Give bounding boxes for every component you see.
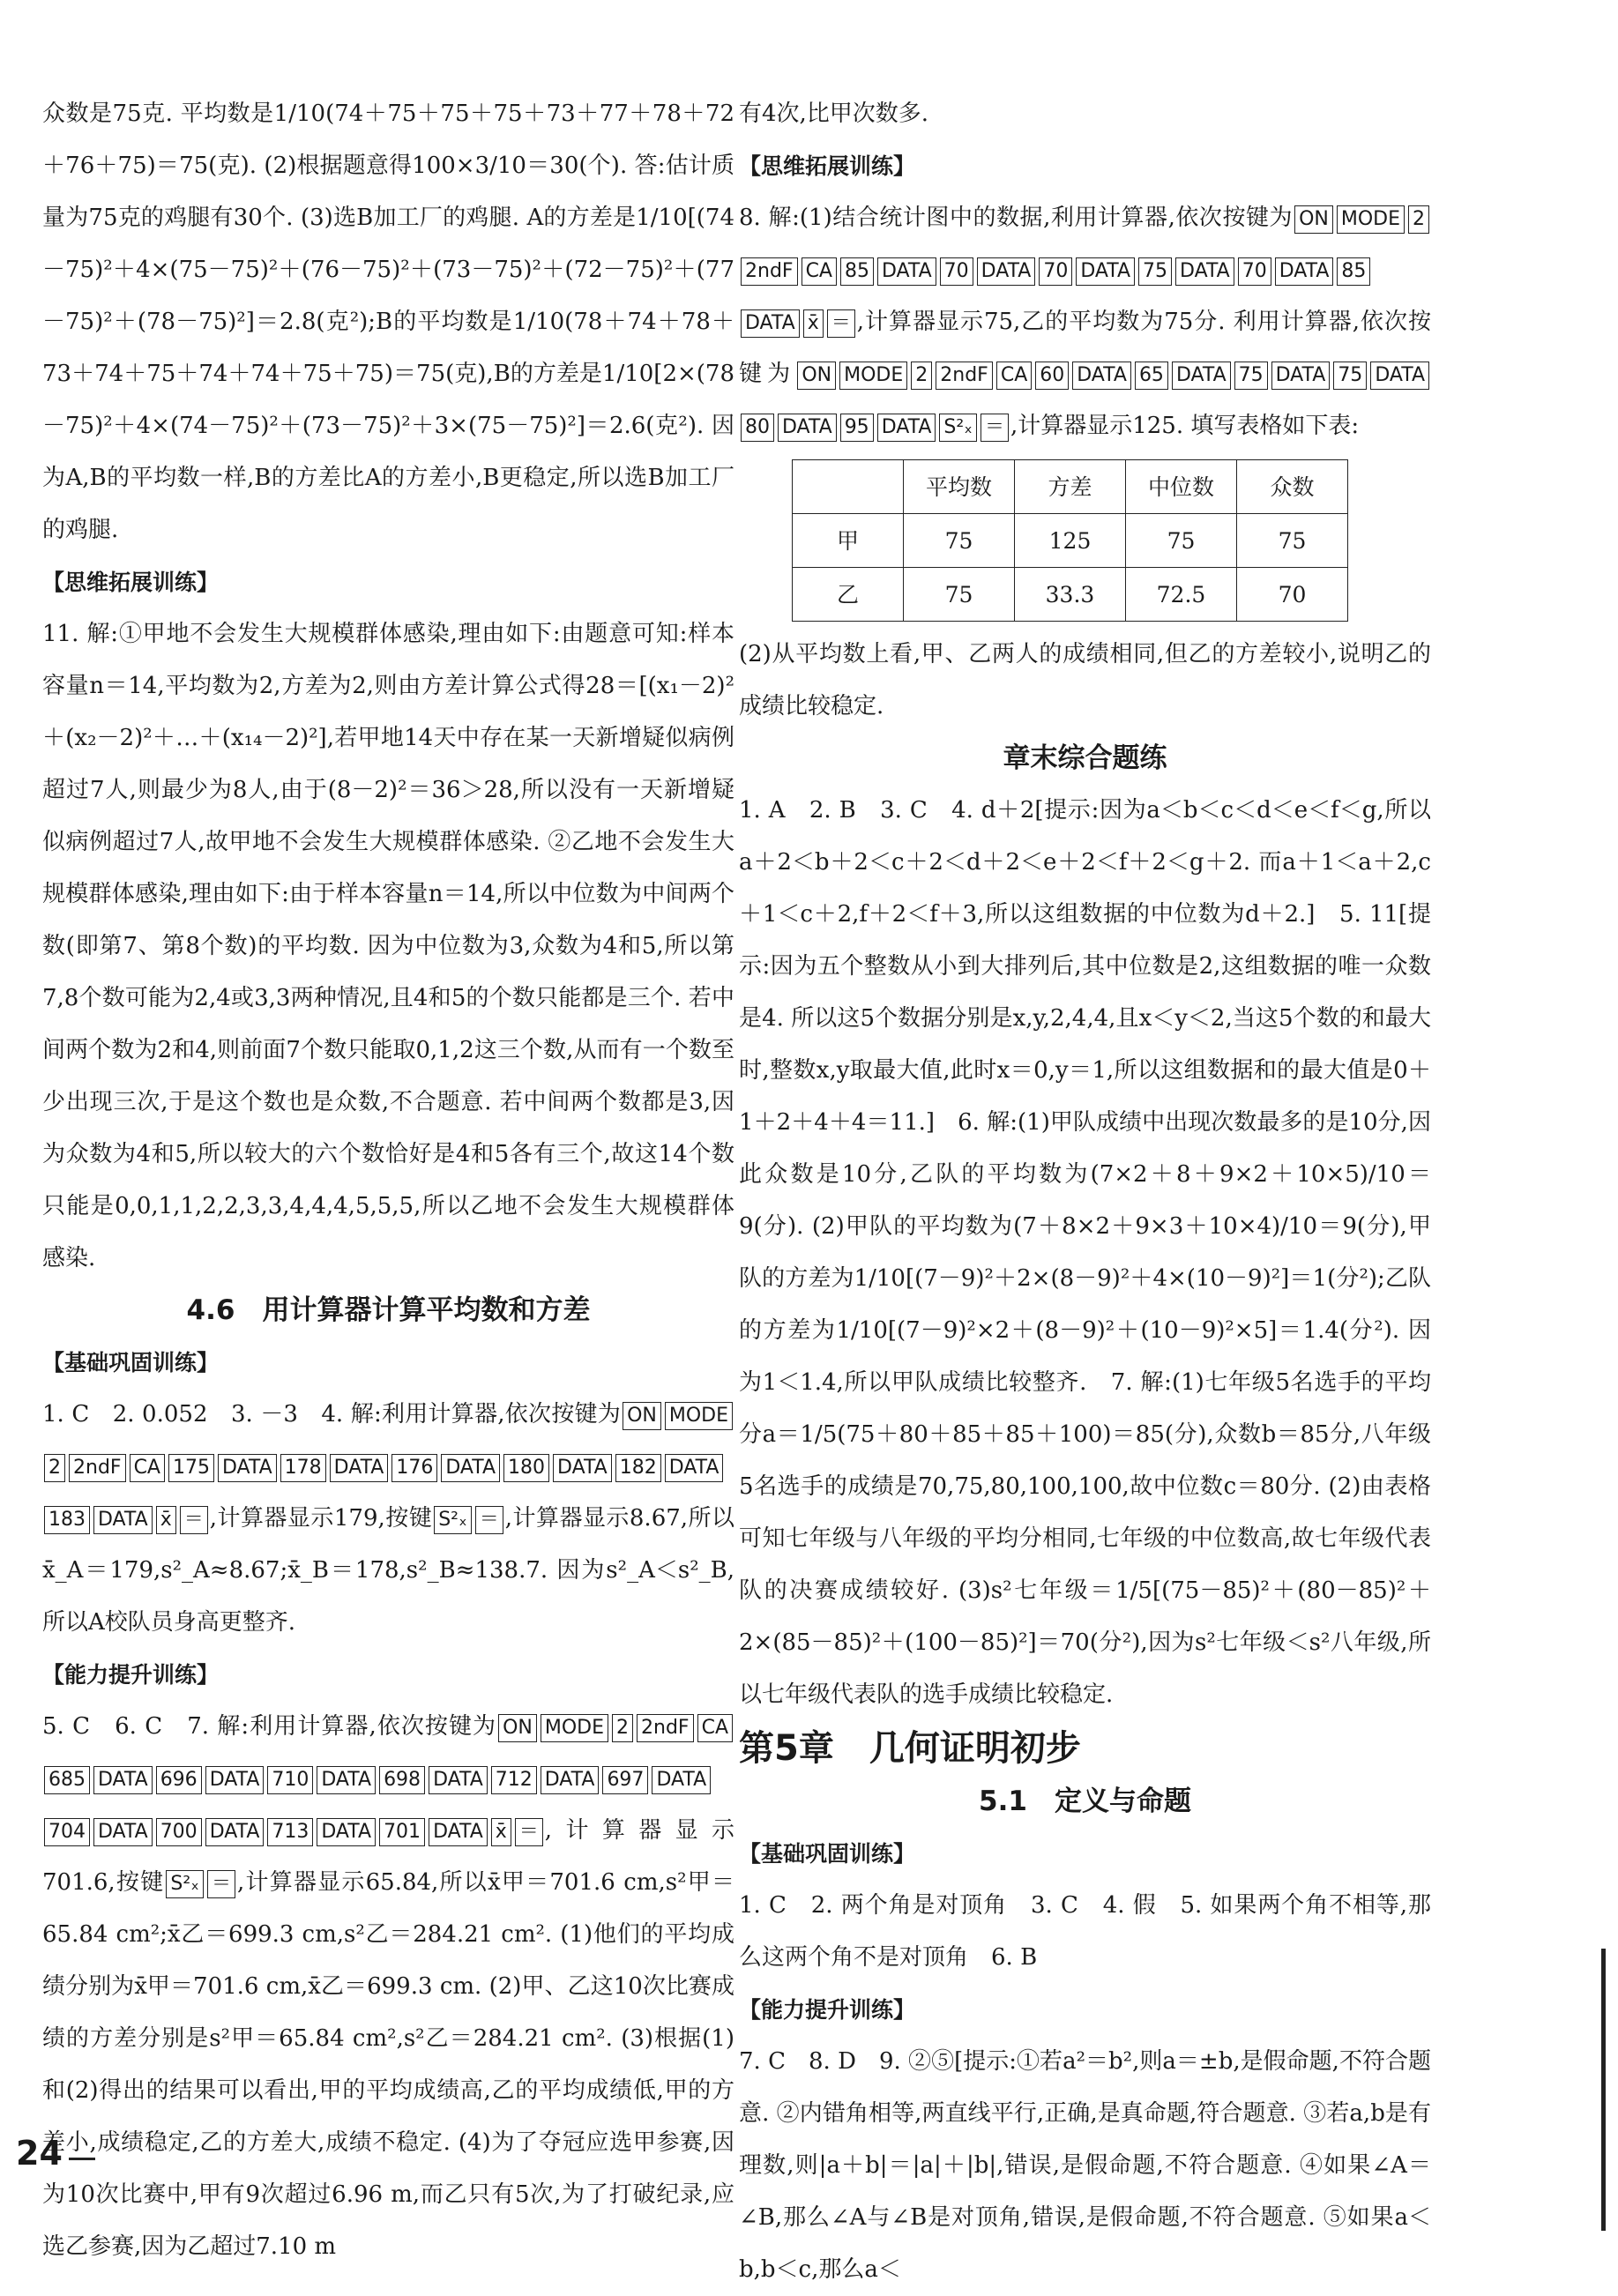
key: 685: [44, 1766, 90, 1794]
table-cell: 33.3: [1015, 568, 1126, 622]
key: ＝: [180, 1506, 208, 1534]
key: 60: [1035, 362, 1069, 390]
answer-4-mid: ,计算器显示179,按键: [209, 1505, 433, 1532]
key: 95: [840, 414, 874, 442]
answer-7-tail: ,计算器显示65.84,所以x̄甲＝701.6 cm,s²甲＝65.84 cm²;x̄乙＝699.3 cm,s²乙＝284.21 cm². (1)他们的平均成绩分别为x̄甲＝701.6 cm,x̄乙＝699.3 cm. (2)甲、乙这10次比赛成绩的方差分别是s²甲＝65.84 cm²,s²乙＝284.21 cm². (3)根据(1)和(2)得出的结果可以看出,甲的平均成绩高,乙的平均成绩低,甲的方差小,成绩稳定,乙的方差大,成绩不稳定. (4)为了夺冠应选甲参赛,因为10次比赛中,甲有9次超过6.96 m,而乙只有5次,为了打破纪录,应选乙参赛,因为乙超过7.10 m: [42, 1869, 734, 2260]
key: 700: [156, 1818, 202, 1846]
answer-11-text: 11. 解:①甲地不会发生大规模群体感染,理由如下:由题意可知:样本容量n＝14,平均数为2,方差为2,则由方差计算公式得28＝[(x₁－2)²＋(x₂－2)²＋…＋(x₁₄－2)²],若甲地14天中存在某一天新增疑似病例超过7人,则最少为8人,由于(8－2)²＝36＞28,所以没有一天新增疑似病例超过7人,故甲地不会发生大规模群体感染. ②乙地不会发生大规模群体感染,理由如下:由于样本容量n＝14,所以中位数为中间两个数(即第7、第8个数)的平均数. 因为中位数为3,众数为4和5,所以第7,8个数可能为2,4或3,3两种情况,且4和5的个数只能都是三个. 若中间两个数为2和4,则前面7个数只能取0,1,2这三个数,从而有一个数至少出现三次,于是这个数也是众数,不合题意. 若中间两个数都是3,因为众数为4和5,所以较大的六个数恰好是4和5各有三个,故这14个数只能是0,0,1,1,2,2,3,3,4,4,4,5,5,5,所以乙地不会发生大规模群体感染.: [42, 621, 734, 1271]
key: DATA: [317, 1818, 376, 1846]
answer-8-part2: (2)从平均数上看,甲、乙两人的成绩相同,但乙的方差较小,说明乙的成绩比较稳定.: [739, 641, 1431, 719]
key: 176: [391, 1454, 437, 1482]
key: 175: [168, 1454, 214, 1482]
table-cell: 平均数: [904, 460, 1015, 514]
section-title-5-1: 5.1 定义与命题: [979, 1785, 1191, 1817]
table-cell: 中位数: [1126, 460, 1237, 514]
table-cell: 75: [1126, 514, 1237, 568]
score-table: [792, 459, 1348, 622]
key: 2ndF: [936, 362, 993, 390]
spine-bar: [1601, 1949, 1606, 2231]
key: 183: [44, 1506, 90, 1534]
key: DATA: [1072, 362, 1131, 390]
key: CA: [697, 1714, 733, 1742]
tag-ability-training: 【能力提升训练】: [739, 1997, 916, 2023]
key: S²ₓ: [434, 1506, 472, 1534]
key: DATA: [652, 1766, 711, 1794]
tag-ability-training: 【能力提升训练】: [42, 1662, 220, 1688]
key: ON: [498, 1714, 537, 1742]
answer-8-tail: ,计算器显示125. 填写表格如下表:: [1010, 413, 1360, 439]
key: 697: [602, 1766, 648, 1794]
key: 710: [267, 1766, 313, 1794]
answer-4-tail: ,计算器显示8.67,所以x̄_A＝179,s²_A≈8.67;x̄_B＝178,s²_B≈138.7. 因为s²_A＜s²_B,所以A校队员身高更整齐.: [42, 1505, 735, 1636]
answer-1-4-lead: 1. C 2. 0.052 3. －3 4. 解:利用计算器,依次按键为: [42, 1401, 622, 1428]
key: 70: [940, 257, 973, 286]
table-header-row: [793, 460, 1348, 514]
key: ＝: [827, 309, 855, 338]
key: 2ndF: [741, 257, 798, 286]
section-title-4-6: 4.6 用计算器计算平均数和方差: [186, 1294, 591, 1326]
page-number-rule: [69, 2158, 95, 2160]
key: DATA: [93, 1506, 153, 1534]
key: DATA: [553, 1454, 612, 1482]
key: DATA: [741, 309, 800, 338]
key: ON: [623, 1402, 661, 1430]
table-cell: 乙: [793, 568, 904, 622]
key: x̄: [156, 1506, 176, 1534]
key: 701: [379, 1818, 425, 1846]
key: ＝: [475, 1506, 503, 1534]
tag-thinking-expansion: 【思维拓展训练】: [42, 570, 220, 595]
chapter-review-title: 章末综合题练: [1003, 742, 1167, 774]
key: 698: [379, 1766, 425, 1794]
right-column: [739, 88, 1431, 2296]
answer-8: [739, 192, 1431, 452]
key: DATA: [541, 1766, 600, 1794]
key: DATA: [93, 1818, 153, 1846]
key: DATA: [665, 1454, 724, 1482]
key: 2: [1408, 205, 1429, 234]
table-cell: [793, 460, 904, 514]
answer-1-4: [42, 1389, 734, 1649]
table-cell: 75: [1237, 514, 1348, 568]
answer-7-continued: 有4次,比甲次数多.: [739, 101, 929, 127]
key: DATA: [778, 414, 837, 442]
table-cell: 75: [904, 514, 1015, 568]
key: 65: [1135, 362, 1168, 390]
key: 2: [612, 1714, 633, 1742]
key: 70: [1238, 257, 1271, 286]
key: MODE: [839, 362, 907, 390]
key: DATA: [205, 1766, 265, 1794]
key: DATA: [330, 1454, 389, 1482]
answer-7-mid: ,计算器显示701.6,按键: [42, 1817, 734, 1896]
chapter-review-answers: 1. A 2. B 3. C 4. d＋2[提示:因为a＜b＜c＜d＜e＜f＜g,所以a＋2＜b＋2＜c＋2＜d＋2＜e＋2＜f＋2＜g＋2. 而a＋1＜a＋2,c＋1＜c＋2,f＋2＜f＋3,所以这组数据的中位数为d＋2.] 5. 11[提示:因为五个整数从小到大排列后,其中位数是2,这组数据的唯一众数是4. 所以这5个数据分别是x,y,2,4,4,且x＜y＜2,当这5个数的和最大时,整数x,y取最大值,此时x＝0,y＝1,所以这组数据和的最大值是0＋1＋2＋4＋4＝11.] 6. 解:(1)甲队成绩中出现次数最多的是10分,因此众数是10分,乙队的平均数为(7×2＋8＋9×2＋10×5)/10＝9(分). (2)甲队的平均数为(7＋8×2＋9×3＋10×4)/10＝9(分),甲队的方差为1/10[(7－9)²＋2×(8－9)²＋4×(10－9)²]＝1(分²);乙队的方差为1/10[(7－9)²×2＋(8－9)²＋(10－9)²×5]＝1.4(分²). 因为1＜1.4,所以甲队成绩比较整齐. 7. 解:(1)七年级5名选手的平均分a＝1/5(75＋80＋85＋85＋100)＝85(分),众数b＝85分,八年级5名选手的成绩是70,75,80,100,100,故中位数c＝80分. (2)由表格可知七年级与八年级的平均分相同,七年级的中位数高,故七年级代表队的决赛成绩较好. (3)s²七年级＝1/5[(75－85)²＋(80－85)²＋2×(85－85)²＋(100－85)²]＝70(分²),因为s²七年级＜s²八年级,所以七年级代表队的选手成绩比较稳定.: [739, 797, 1431, 1708]
answer-10-text: 众数是75克. 平均数是1/10(74＋75＋75＋75＋73＋77＋78＋72＋76＋75)＝75(克). (2)根据题意得100×3/10＝30(个). 答:估计质量为75克的鸡腿有30个. (3)选B加工厂的鸡腿. A的方差是1/10[(74－75)²＋4×(75－75)²＋(76－75)²＋(73－75)²＋(72－75)²＋(77－75)²＋(78－75)²]＝2.8(克²);B的平均数是1/10(78＋74＋78＋73＋74＋75＋74＋74＋75＋75)＝75(克),B的方差是1/10[2×(78－75)²＋4×(74－75)²＋(73－75)²＋3×(75－75)²]＝2.6(克²). 因为A,B的平均数一样,B的方差比A的方差小,B更稳定,所以选B加工厂的鸡腿.: [42, 101, 734, 543]
key: 2ndF: [637, 1714, 694, 1742]
key: ON: [797, 362, 836, 390]
table-cell: 众数: [1237, 460, 1348, 514]
key: ＝: [980, 414, 1009, 442]
key: MODE: [1337, 205, 1405, 234]
table-cell: 70: [1237, 568, 1348, 622]
key: x̄: [491, 1818, 511, 1846]
key: 712: [491, 1766, 537, 1794]
tag-basic-training: 【基础巩固训练】: [739, 1841, 916, 1867]
key: 713: [267, 1818, 313, 1846]
key: 85: [840, 257, 874, 286]
key: 75: [1138, 257, 1172, 286]
key: 75: [1333, 362, 1367, 390]
key: DATA: [441, 1454, 500, 1482]
key: DATA: [93, 1766, 153, 1794]
key: DATA: [1175, 257, 1234, 286]
key: DATA: [205, 1818, 265, 1846]
key: CA: [130, 1454, 165, 1482]
key: ＝: [207, 1870, 235, 1898]
key: DATA: [1271, 362, 1331, 390]
key: ＝: [515, 1818, 543, 1846]
key: DATA: [218, 1454, 277, 1482]
key: DATA: [1275, 257, 1334, 286]
answer-5-1-ability: 7. C 8. D 9. ②⑤[提示:①若a²＝b²,则a＝±b,是假命题,不符合题意. ②内错角相等,两直线平行,正确,是真命题,符合题意. ③若a,b是有理数,则|a＋b|＝|a|＋|b|,错误,是假命题,不符合题意. ④如果∠A＝∠B,那么∠A与∠B是对顶角,错误,是假命题,不符合题意. ⑤如果a＜b,b＜c,那么a＜: [739, 2048, 1431, 2283]
answer-5-7-lead: 5. C 6. C 7. 解:利用计算器,依次按键为: [42, 1713, 497, 1740]
table-row: [793, 568, 1348, 622]
answer-5-1-basic: 1. C 2. 两个角是对顶角 3. C 4. 假 5. 如果两个角不相等,那么这两个角不是对顶角 6. B: [739, 1892, 1431, 1971]
key: DATA: [429, 1766, 488, 1794]
tag-basic-training: 【基础巩固训练】: [42, 1350, 220, 1375]
table-cell: 方差: [1015, 460, 1126, 514]
key: DATA: [1370, 362, 1429, 390]
key: 180: [503, 1454, 549, 1482]
key: DATA: [977, 257, 1036, 286]
table-cell: 甲: [793, 514, 904, 568]
table-cell: 125: [1015, 514, 1126, 568]
table-cell: 75: [904, 568, 1015, 622]
key: 80: [741, 414, 774, 442]
key: 182: [615, 1454, 661, 1482]
key: MODE: [541, 1714, 608, 1742]
key: 696: [156, 1766, 202, 1794]
table-cell: 72.5: [1126, 568, 1237, 622]
key: ON: [1294, 205, 1333, 234]
key: CA: [996, 362, 1032, 390]
key: 2: [44, 1454, 65, 1482]
answer-8-lead: 8. 解:(1)结合统计图中的数据,利用计算器,依次按键为: [739, 205, 1294, 231]
answer-5-7: [42, 1701, 734, 2273]
key: 2: [911, 362, 932, 390]
key: MODE: [665, 1402, 733, 1430]
key: 75: [1234, 362, 1268, 390]
key: DATA: [1172, 362, 1231, 390]
key: 704: [44, 1818, 90, 1846]
key: 85: [1337, 257, 1370, 286]
key: S²ₓ: [939, 414, 977, 442]
key: S²ₓ: [166, 1870, 204, 1898]
left-column: [42, 88, 734, 2273]
page-number: 24: [16, 2134, 63, 2173]
key: DATA: [877, 257, 936, 286]
chapter-5-title: 第5章 几何证明初步: [739, 1728, 1081, 1769]
key: DATA: [1076, 257, 1135, 286]
key: 178: [280, 1454, 326, 1482]
tag-thinking-expansion: 【思维拓展训练】: [739, 153, 916, 179]
key: 2ndF: [69, 1454, 126, 1482]
key: x̄: [803, 309, 824, 338]
key: DATA: [429, 1818, 488, 1846]
table-row: [793, 514, 1348, 568]
key: DATA: [877, 414, 936, 442]
key: DATA: [317, 1766, 376, 1794]
key: CA: [802, 257, 837, 286]
key: 70: [1039, 257, 1072, 286]
answer-8-mid: ,计算器显示75,乙的平均数为75分. 利用计算器,依次按键为: [739, 309, 1431, 387]
